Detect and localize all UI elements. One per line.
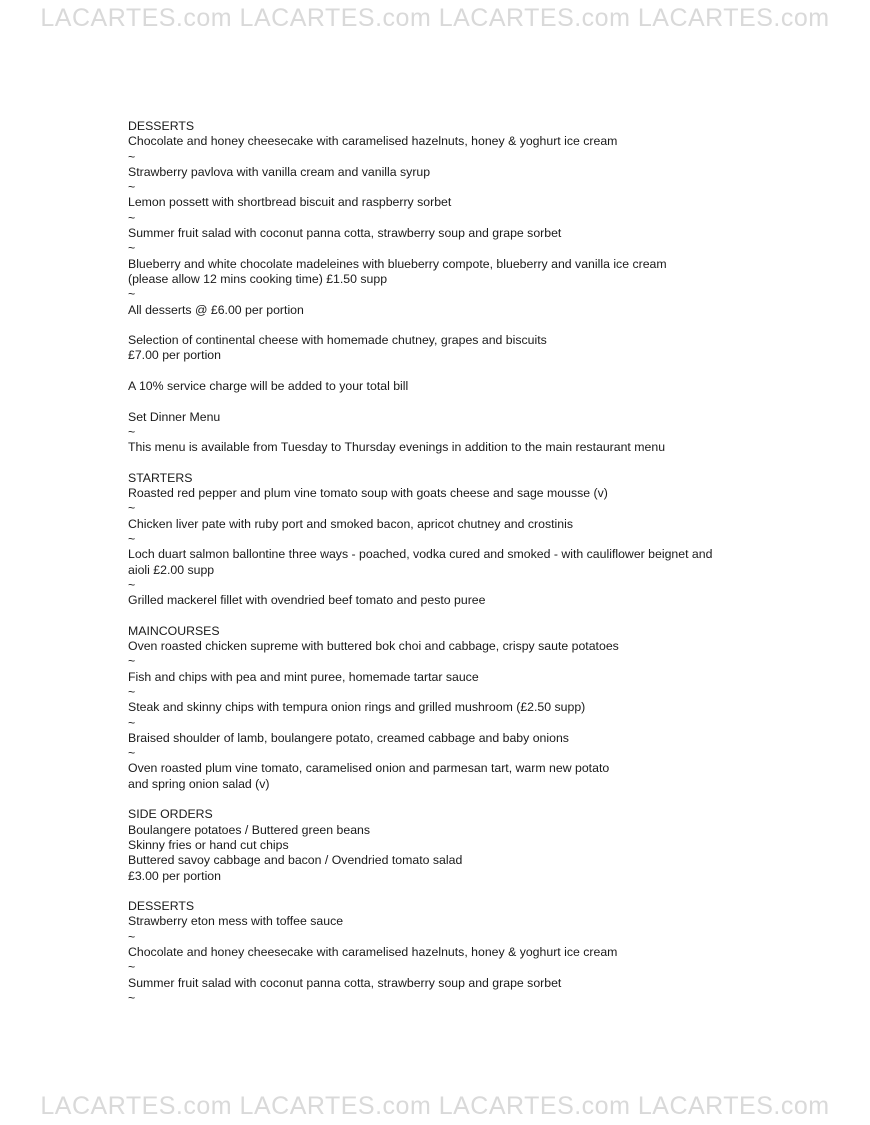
dessert-item: Chocolate and honey cheesecake with caramelised hazelnuts, honey & yoghurt ice cream	[128, 134, 618, 149]
side-order-item: Buttered savoy cabbage and bacon / Ovendried tomato salad	[128, 853, 463, 868]
dessert-set-item: Strawberry eton mess with toffee sauce	[128, 914, 344, 929]
separator: ~	[128, 180, 136, 195]
separator: ~	[128, 990, 136, 1005]
separator: ~	[128, 287, 136, 302]
menu-content	[128, 119, 828, 1006]
separator: ~	[128, 241, 136, 256]
separator: ~	[128, 960, 136, 975]
separator: ~	[128, 929, 136, 944]
maincourse-item-cont: and spring onion salad (v)	[128, 776, 270, 791]
side-order-item: Skinny fries or hand cut chips	[128, 837, 289, 852]
separator: ~	[128, 532, 136, 547]
separator: ~	[128, 684, 136, 699]
maincourse-item: Braised shoulder of lamb, boulangere potato, creamed cabbage and baby onions	[128, 730, 569, 745]
separator: ~	[128, 424, 136, 439]
maincourse-item: Fish and chips with pea and mint puree, homemade tartar sauce	[128, 669, 479, 684]
separator: ~	[128, 210, 136, 225]
cheese-item: Selection of continental cheese with homemade chutney, grapes and biscuits	[128, 333, 547, 348]
service-charge-note: A 10% service charge will be added to your total bill	[128, 379, 409, 394]
separator: ~	[128, 746, 136, 761]
maincourse-item: Steak and skinny chips with tempura onion rings and grilled mushroom (£2.50 supp)	[128, 700, 586, 715]
separator: ~	[128, 577, 136, 592]
desserts-set-heading: DESSERTS	[128, 899, 195, 914]
dessert-item: Lemon possett with shortbread biscuit and raspberry sorbet	[128, 195, 452, 210]
starter-item: Chicken liver pate with ruby port and smoked bacon, apricot chutney and crostinis	[128, 516, 573, 531]
dessert-set-item: Summer fruit salad with coconut panna cotta, strawberry soup and grape sorbet	[128, 975, 562, 990]
separator: ~	[128, 654, 136, 669]
starter-item-cont: aioli £2.00 supp	[128, 562, 215, 577]
separator: ~	[128, 149, 136, 164]
starter-item: Loch duart salmon ballontine three ways - poached, vodka cured and smoked - with cauliflower beignet and	[128, 547, 713, 562]
desserts-price-note: All desserts @ £6.00 per portion	[128, 302, 304, 317]
maincourses-heading: MAINCOURSES	[128, 623, 220, 638]
set-dinner-title: Set Dinner Menu	[128, 409, 221, 424]
dessert-item: Strawberry pavlova with vanilla cream and vanilla syrup	[128, 164, 431, 179]
desserts-heading: DESSERTS	[128, 119, 195, 133]
side-orders-price: £3.00 per portion	[128, 868, 221, 883]
starter-item: Grilled mackerel fillet with ovendried beef tomato and pesto puree	[128, 593, 486, 608]
maincourse-item: Oven roasted chicken supreme with buttered bok choi and cabbage, crispy saute potatoes	[128, 639, 619, 654]
side-order-item: Boulangere potatoes / Buttered green beans	[128, 822, 371, 837]
starters-heading: STARTERS	[128, 470, 193, 485]
side-orders-heading: SIDE ORDERS	[128, 807, 213, 822]
watermark-top: LACARTES.com LACARTES.com LACARTES.com LACARTES.com	[40, 4, 830, 32]
separator: ~	[128, 715, 136, 730]
cheese-price: £7.00 per portion	[128, 348, 221, 363]
maincourse-item: Oven roasted plum vine tomato, caramelised onion and parmesan tart, warm new potato	[128, 761, 610, 776]
starter-item: Roasted red pepper and plum vine tomato soup with goats cheese and sage mousse (v)	[128, 486, 608, 501]
dessert-item-note: (please allow 12 mins cooking time) £1.50 supp	[128, 271, 388, 286]
set-dinner-note: This menu is available from Tuesday to Thursday evenings in addition to the main restaurant menu	[128, 440, 666, 455]
separator: ~	[128, 501, 136, 516]
dessert-item: Blueberry and white chocolate madeleines with blueberry compote, blueberry and vanilla ice cream	[128, 256, 667, 271]
dessert-item: Summer fruit salad with coconut panna cotta, strawberry soup and grape sorbet	[128, 226, 562, 241]
dessert-set-item: Chocolate and honey cheesecake with caramelised hazelnuts, honey & yoghurt ice cream	[128, 945, 618, 960]
watermark-bottom: LACARTES.com LACARTES.com LACARTES.com LACARTES.com	[40, 1092, 830, 1120]
